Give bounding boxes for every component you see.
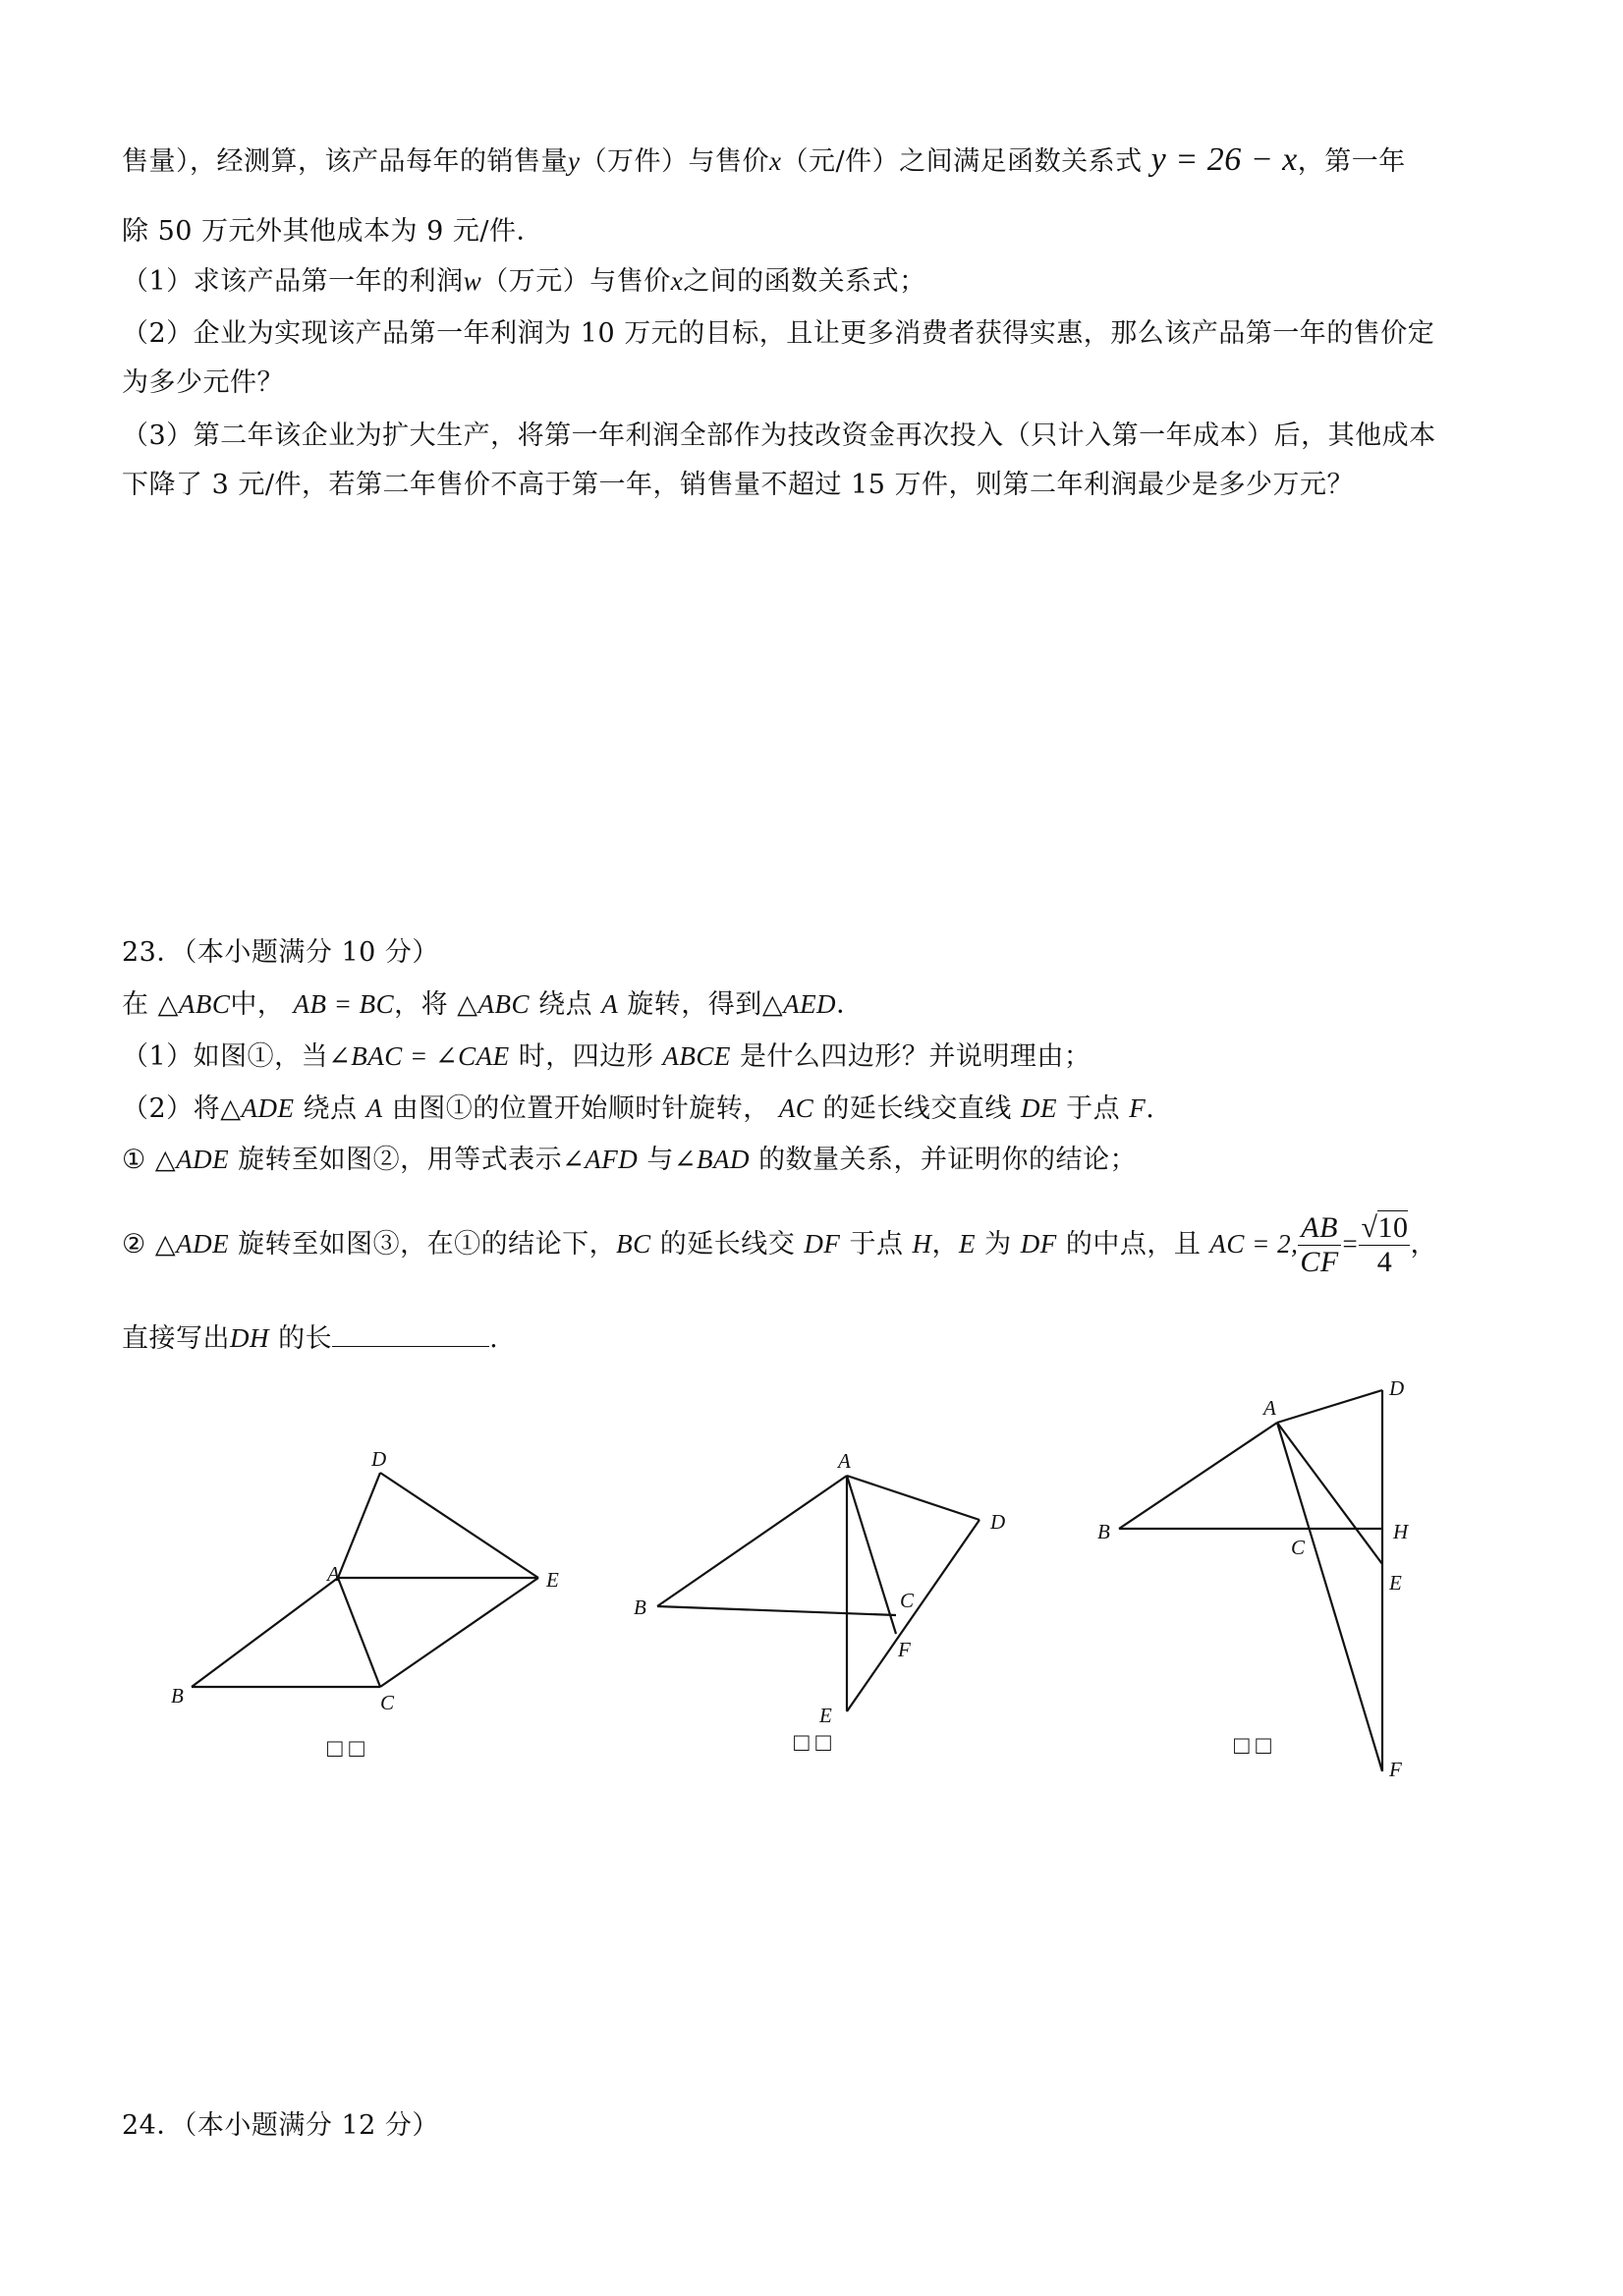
text: 售量），经测算，该产品每年的销售量 [122,146,568,177]
p23-sub-3 [122,1320,498,1357]
text: 下降了 3 元/件，若第二年售价不高于第一年，销售量不超过 15 万件，则第二年利润最少是多少万元？ [122,470,1354,500]
fig2-seg-de [847,1520,979,1711]
text: （1）如图①，当 [122,1041,329,1072]
p22-question-1 [122,263,926,300]
text: （万件）与售价 [580,146,769,177]
fig3-label-d: D [1389,1376,1405,1400]
p22-line-2 [122,214,543,250]
text: ，将 [394,989,449,1020]
math-point-e: E [959,1229,977,1259]
fig1-seg-ce [380,1578,538,1687]
text: （万元）与售价 [481,266,671,297]
math-point-h: H [912,1229,932,1259]
fig1-label-b: B [171,1684,184,1708]
text: （2）将 [122,1093,221,1124]
math-ac: AC [778,1093,814,1123]
math-bc: BC [616,1229,651,1259]
text: 在 [122,989,149,1020]
fig2-label-b: B [634,1596,646,1619]
fig3-label-h: H [1393,1520,1409,1543]
fig3-seg-af [1277,1423,1382,1771]
frac-numerator-sqrt [1359,1211,1410,1246]
p24-heading [122,2108,439,2144]
text: （元/件）之间满足函数关系式 [781,146,1143,177]
fig3-label-e: E [1389,1571,1402,1595]
fig2-seg-ad [847,1476,979,1520]
math-ac-eq-2: AC = 2, [1209,1229,1299,1259]
text: ， [1410,1229,1437,1260]
fraction-sqrt10-over-4 [1359,1211,1410,1279]
text: ① [122,1145,146,1175]
text: 除 50 万元外其他成本为 9 元/件． [122,216,543,247]
text: 于点 [849,1229,904,1260]
math-angle-afd: ∠AFD [562,1145,639,1174]
text: 23．（本小题满分 10 分） [122,937,439,968]
fig3-seg-ad [1277,1390,1382,1423]
fig3-label-a: A [1263,1396,1276,1420]
fig3-label-b: B [1097,1520,1110,1543]
math-point-a: A [365,1093,383,1123]
fig2-seg-ab [657,1476,847,1606]
text: 24．（本小题满分 12 分） [122,2110,439,2141]
math-angle-eq: ∠BAC = ∠CAE [328,1041,510,1071]
math-dh: DH [230,1323,269,1353]
p23-sub-2 [122,1206,1437,1282]
text: 之间的函数关系式； [683,266,926,297]
fig1-caption: □ □ [327,1734,364,1763]
p22-question-2-line-2 [122,365,284,401]
math-triangle-abc: △ABC [457,989,531,1019]
text: 直接写出 [122,1323,230,1354]
fig2-caption: □ □ [794,1728,831,1757]
p22-line-1 [122,142,1406,180]
fig1-seg-ac [338,1578,380,1687]
text: 的数量关系，并证明你的结论； [758,1145,1138,1175]
text: 的中点，且 [1065,1229,1202,1260]
fig1-seg-de [380,1473,538,1578]
frac-denominator: CF [1300,1246,1339,1278]
text: （3）第二年该企业为扩大生产，将第一年利润全部作为技改资金再次投入（只计入第一年成本）后，其他成本 [122,420,1436,451]
var-y: y [568,146,581,176]
text: 的延长线交直线 [822,1093,1012,1124]
math-triangle-aed: △AED [761,989,837,1019]
fig1-seg-ab [192,1578,338,1687]
text: . [489,1323,499,1354]
var-x: x [670,266,684,296]
answer-blank[interactable] [332,1320,489,1347]
math-triangle-ade: △ADE [154,1229,230,1259]
text: ， [931,1229,960,1260]
p23-statement [122,986,864,1023]
text: ② [122,1229,146,1260]
p23-heading [122,935,439,971]
fig1-seg-da [338,1473,380,1578]
formula-y-26-x: y = 26 − x [1150,141,1298,178]
figure-1 [171,1447,559,1763]
math-df: DF [1020,1229,1057,1259]
figures [0,1375,1623,1788]
math-quad-abce: ABCE [662,1041,731,1071]
text: （1）求该产品第一年的利润 [122,266,464,297]
text: 的延长线交 [659,1229,796,1260]
fig2-label-d: D [990,1510,1006,1534]
p22-question-3-line-1 [122,419,1436,454]
p23-sub-1 [122,1142,1137,1178]
math-de: DE [1021,1093,1058,1123]
radicand: 10 [1377,1211,1409,1244]
var-w: w [463,266,482,296]
fraction-ab-over-cf [1298,1211,1340,1279]
figure-3 [1097,1376,1410,1781]
text: 的长 [278,1323,333,1354]
fig2-label-c: C [900,1589,915,1612]
fig1-label-d: D [371,1447,387,1471]
fig3-label-f: F [1389,1758,1402,1781]
fig2-label-a: A [838,1449,851,1473]
text: 与 [646,1145,674,1175]
fig2-seg-af [847,1476,896,1634]
fig1-label-a: A [327,1562,340,1586]
text: 绕点 [303,1093,358,1124]
text: . [1146,1093,1155,1124]
fig3-seg-ab [1119,1423,1277,1529]
fig3-label-c: C [1291,1536,1306,1559]
math-point-f: F [1129,1093,1147,1123]
fig2-label-f: F [898,1638,911,1661]
math-triangle-ade: △ADE [154,1145,230,1174]
math-triangle-abc: △ABC [157,989,231,1019]
fig1-label-c: C [380,1691,395,1714]
text: 中， [230,989,285,1020]
text: 绕点 [538,989,593,1020]
math-df: DF [804,1229,841,1259]
text: 旋转至如图③，在①的结论下， [238,1229,617,1260]
sqrt-sign: √ [1361,1211,1378,1244]
text: 时，四边形 [518,1041,654,1072]
math-point-a: A [601,989,619,1019]
p22-question-2-line-1 [122,316,1434,352]
p23-question-1 [122,1038,1091,1075]
fig2-label-e: E [819,1704,832,1727]
fig2-seg-bc [657,1606,896,1615]
text: 为 [984,1229,1012,1260]
math-angle-bad: ∠BAD [673,1145,750,1174]
p22-question-3-line-2 [122,468,1354,503]
math-triangle-ade: △ADE [220,1093,295,1123]
text: 于点 [1066,1093,1121,1124]
math-equals: = [1340,1229,1360,1259]
frac-numerator: AB [1298,1211,1340,1246]
fig1-label-e: E [546,1568,559,1592]
text: 是什么四边形？并说明理由； [739,1041,1091,1072]
text: ，第一年 [1297,146,1406,177]
p23-question-2 [122,1091,1154,1127]
text: （2）企业为实现该产品第一年利润为 10 万元的目标，且让更多消费者获得实惠，那么该产品第一年的售价定 [122,318,1435,349]
text: 为多少元件？ [122,367,284,398]
fig3-caption: □ □ [1234,1731,1271,1760]
frac-denominator: 4 [1376,1246,1393,1278]
text: 旋转，得到 [627,989,762,1020]
text: ． [836,989,864,1020]
figure-2 [634,1449,1005,1757]
text: 旋转至如图②，用等式表示 [238,1145,563,1175]
math-ab-eq-bc: AB = BC [293,989,395,1019]
text: 由图①的位置开始顺时针旋转， [391,1093,770,1124]
var-x: x [768,146,782,176]
